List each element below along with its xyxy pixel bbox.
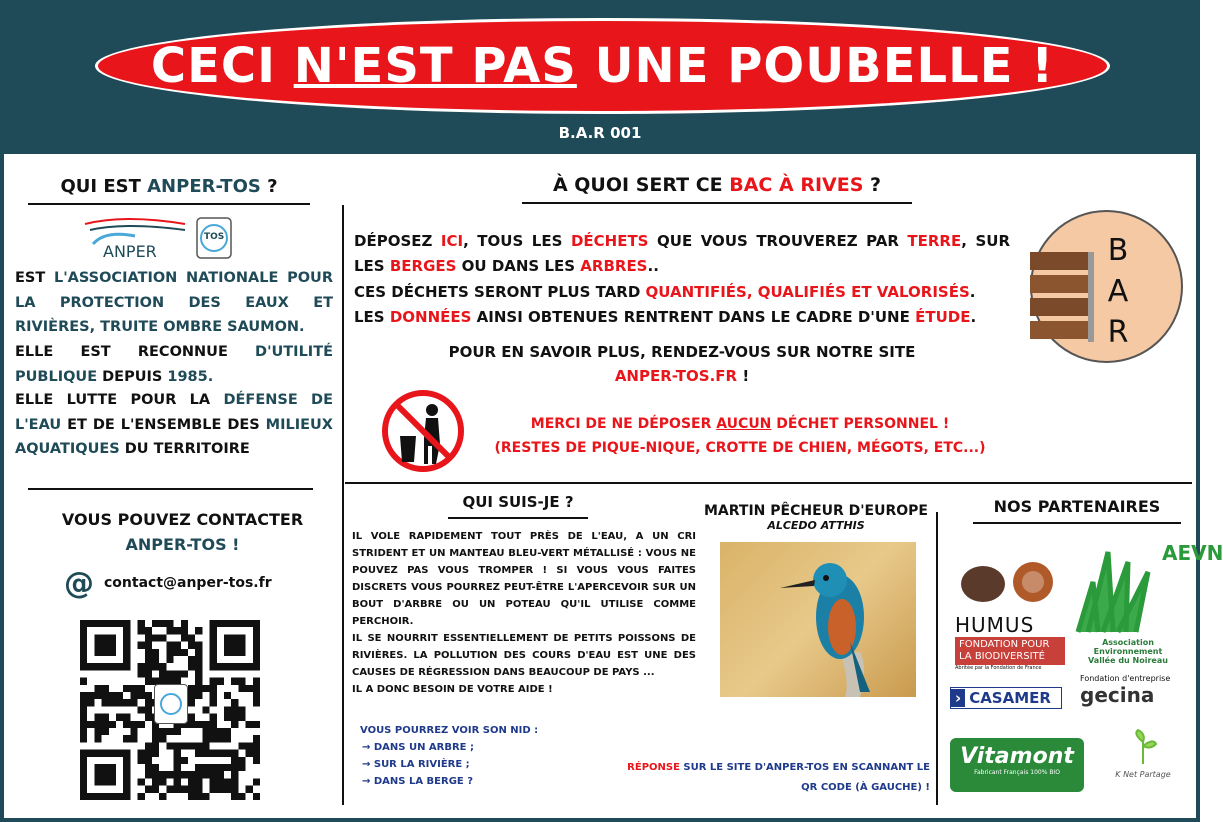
contact-line2: ANPER-TOS ! (125, 535, 240, 554)
p2-run-3: 1985. (167, 368, 214, 385)
nest-list: VOUS POURREZ VOIR SON NID : → DANS UN ARBRE ; → SUR LA RIVIÈRE ; → DANS LA BERGE ? (360, 725, 539, 787)
mp1-run-7: BERGES (389, 256, 457, 275)
partners-heading: NOS PARTENAIRES (973, 497, 1181, 524)
knet-leaf-icon (1128, 730, 1158, 766)
contact-line1: VOUS POUVEZ CONTACTER (61, 510, 304, 529)
p3-run-4: DU TERRITOIRE (119, 441, 250, 457)
who-paragraph-1 (15, 266, 333, 340)
humus-logo: HUMUS FONDATION POUR LA BIODIVERSITÉ Abritée par la Fondation de France (955, 556, 1065, 674)
title-pill (95, 18, 1110, 114)
quiz-text: IL VOLE RAPIDEMENT TOUT PRÈS DE L'EAU, A UN CRI STRIDENT ET UN MANTEAU BLEU-VERT MÉTALLISÉ : VOUS NE POUVEZ PAS VOUS TROMPER ! SI VOUS VOUS FAITES DISCRETS VOUS POURREZ PEUT-ÊTRE L'APERCEVOIR SUR UN BOUT D'ARBRE OU UN POTEAU QU'IL UTILISE COMME PERCHOIR. IL SE NOURRIT ESSENTIELLEMENT DE PETITS POISSONS DE RIVIÈRES. LA POLLUTION DES COURS D'EAU EST UNE DES CAUSES DE RÉGRESSION DANS BEAUCOUP DE PAYS ... IL A DONC BESOIN DE VOTRE AIDE ! (352, 531, 696, 695)
p3-run-2: ET DE L'ENSEMBLE DES (61, 416, 266, 433)
bac-paragraph-3 (354, 305, 1010, 330)
p2-run-1: D'UTILITÉ PUBLIQUE (15, 344, 333, 385)
mp1-run-0: DÉPOSEZ (354, 232, 441, 250)
bird-name: MARTIN PÊCHEUR D'EUROPE (703, 503, 928, 519)
bac-paragraph-2 (354, 280, 1010, 305)
mp3-run-2: AINSI OBTENUES RENTRENT DANS LE CADRE D'UNE (471, 308, 916, 326)
p2-run-0: ELLE EST RECONNUE (15, 344, 256, 360)
bird-latin: ALCEDO ATTHIS (767, 519, 865, 532)
p3-run-3: MILIEUX AQUATIQUES (15, 416, 333, 457)
left-divider (28, 488, 313, 490)
vitamont-logo: Vitamont Fabricant Français 100% BIO (950, 738, 1084, 792)
knet-logo: K Net Partage (1108, 730, 1178, 779)
mp3-run-0: LES (354, 308, 390, 326)
mp1-run-10: .. (647, 256, 659, 275)
mp2-run-0: CES DÉCHETS SERONT PLUS TARD (354, 283, 646, 301)
no-trash-icon (380, 388, 466, 474)
site-url[interactable]: ANPER-TOS.FR (614, 367, 738, 385)
bac-heading: À QUOI SERT CE BAC À RIVES ? (522, 174, 912, 204)
warning-line2: (RESTES DE PIQUE-NIQUE, CROTTE DE CHIEN, MÉGOTS, ETC...) (494, 440, 986, 456)
bar-letters: B A R (1107, 233, 1129, 350)
bird-caption (700, 503, 932, 532)
kingfisher-photo (720, 542, 916, 697)
mp3-run-4: . (970, 308, 977, 326)
casamer-mark-icon: › (951, 689, 965, 707)
p1-run-0: EST (15, 270, 54, 286)
site-block: POUR EN SAVOIR PLUS, RENDEZ-VOUS SUR NOTRE SITE ANPER-TOS.FR ! (354, 340, 1010, 388)
aevn-logo: AEVN Association Environnement Vallée du Noireau (1068, 542, 1188, 657)
mp1-run-2: , TOUS LES (463, 232, 571, 250)
mp1-run-3: DÉCHETS (570, 232, 649, 250)
bar-code-label: B.A.R 001 (558, 124, 642, 142)
mp1-run-6: , SUR LES (354, 232, 1010, 275)
anper-logo (85, 216, 235, 264)
mp3-run-3: ÉTUDE (915, 308, 971, 326)
bar-badge (1030, 210, 1183, 363)
quiz-heading: QUI SUIS-JE ? (448, 493, 588, 519)
who-heading: QUI EST ANPER-TOS ? (28, 176, 310, 205)
contact-email[interactable]: contact@anper-tos.fr (104, 575, 272, 591)
p2-run-2: DEPUIS (97, 368, 168, 385)
bac-paragraph-1 (354, 229, 1010, 278)
mp1-run-4: QUE VOUS TROUVEREZ PAR (648, 232, 908, 250)
p1-run-1: L'ASSOCIATION NATIONALE POUR LA PROTECTION DES EAUX ET RIVIÈRES, TRUITE OMBRE SAUMON. (15, 270, 333, 335)
answer-block: RÉPONSE SUR LE SITE D'ANPER-TOS EN SCANNANT LE QR CODE (À GAUCHE) ! (627, 762, 930, 793)
mp1-run-5: TERRE (907, 232, 962, 250)
mp1-run-8: OU DANS LES (456, 256, 581, 275)
mp1-run-1: ICI (440, 232, 464, 250)
mp2-run-1: QUANTIFIÉS, QUALIFIÉS ET VALORISÉS (645, 283, 970, 301)
main-title: CECI N'EST PAS UNE POUBELLE ! (150, 38, 1055, 94)
warning-block: MERCI DE NE DÉPOSER AUCUN DÉCHET PERSONNEL ! (RESTES DE PIQUE-NIQUE, CROTTE DE CHIEN, MÉGOTS, ETC...) (470, 412, 1010, 460)
crate-icon (1020, 247, 1100, 357)
tos-badge-text: TOS (204, 232, 225, 242)
site-line: POUR EN SAVOIR PLUS, RENDEZ-VOUS SUR NOTRE SITE (448, 343, 916, 361)
column-divider-right (936, 512, 938, 805)
p3-run-1: DÉFENSE DE L'EAU (15, 392, 333, 433)
contact-block (15, 507, 350, 557)
middle-divider (345, 482, 1192, 484)
p3-run-0: ELLE LUTTE POUR LA (15, 392, 224, 408)
casamer-logo: › CASAMER (950, 687, 1062, 709)
who-paragraph-2 (15, 340, 333, 389)
at-icon: @ (64, 566, 94, 601)
mp2-run-2: . (969, 283, 976, 301)
qr-center-logo (154, 684, 188, 724)
who-paragraph-3 (15, 388, 333, 462)
mp3-run-1: DONNÉES (389, 308, 472, 326)
gecina-logo: Fondation d'entreprise gecina (1080, 674, 1171, 707)
mp1-run-9: ARBRES (580, 256, 648, 275)
anper-logo-text: ANPER (103, 242, 157, 261)
column-divider-left (342, 205, 344, 805)
